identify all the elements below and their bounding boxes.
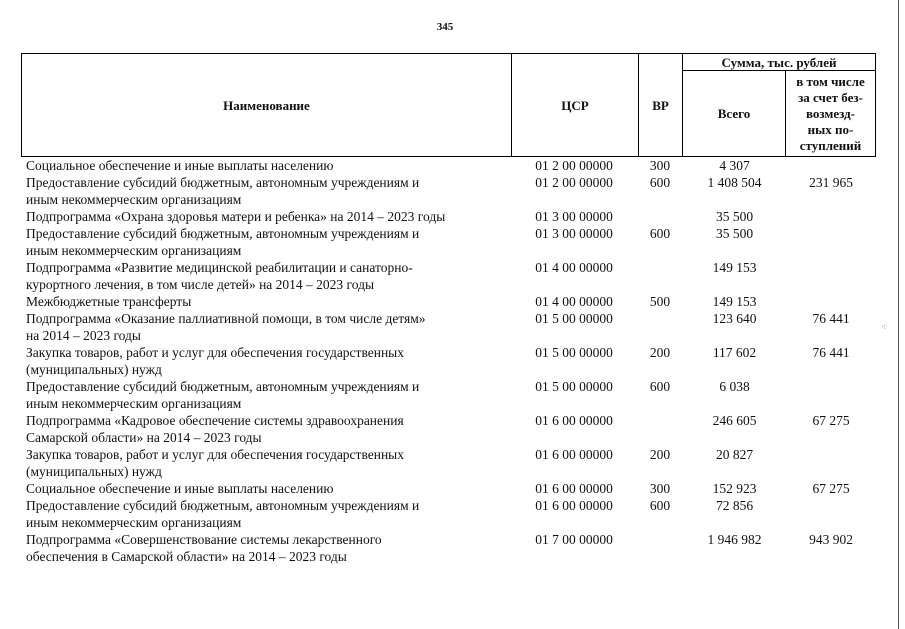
row-total: 72 856 <box>715 498 754 513</box>
row-name-line: иным некоммерческим организациям <box>26 515 242 530</box>
row-total: 1 408 504 <box>707 175 762 190</box>
row-total: 20 827 <box>715 447 754 462</box>
table-row <box>0 412 905 446</box>
table-row <box>0 480 905 497</box>
row-name-line: Предоставление субсидий бюджетным, автономным учреждениям и <box>26 226 420 241</box>
row-including: 943 902 <box>809 532 853 547</box>
table-row <box>0 344 905 378</box>
row-name <box>26 446 511 480</box>
table-row <box>0 208 905 225</box>
row-name-line: на 2014 – 2023 годы <box>26 328 141 343</box>
row-csr: 01 7 00 00000 <box>535 532 613 547</box>
row-csr: 01 3 00 00000 <box>535 209 613 224</box>
row-csr: 01 6 00 00000 <box>535 447 613 462</box>
row-including: 67 275 <box>812 413 850 428</box>
row-total: 123 640 <box>712 311 757 326</box>
header-total: Всего <box>717 106 751 121</box>
row-name <box>26 344 511 378</box>
row-csr: 01 6 00 00000 <box>535 481 613 496</box>
row-name-line: обеспечения в Самарской области» на 2014 – 2023 годы <box>26 549 347 564</box>
row-csr: 01 4 00 00000 <box>535 294 613 309</box>
table-row <box>0 378 905 412</box>
table-row <box>0 174 905 208</box>
row-name-line: Закупка товаров, работ и услуг для обеспечения государственных <box>26 345 405 360</box>
row-name <box>26 412 511 446</box>
row-name-line: (муниципальных) нужд <box>26 362 162 377</box>
row-name-line: Подпрограмма «Охрана здоровья матери и ребенка» на 2014 – 2023 годы <box>26 209 446 224</box>
row-including: 76 441 <box>812 345 850 360</box>
row-vr: 600 <box>649 498 671 513</box>
row-vr: 300 <box>649 158 671 173</box>
table-row <box>0 446 905 480</box>
page-number: 345 <box>436 21 454 33</box>
row-name-line: Подпрограмма «Кадровое обеспечение системы здравоохранения <box>26 413 404 428</box>
row-name <box>26 225 511 259</box>
row-total: 117 602 <box>712 345 757 360</box>
row-name <box>26 174 511 208</box>
header-including-line: в том числе <box>796 73 865 89</box>
header-amount-group: Сумма, тыс. рублей <box>721 54 837 70</box>
header-including-line: ных по- <box>807 121 854 137</box>
header-including-line: ступлений <box>799 137 862 153</box>
row-total: 152 923 <box>712 481 757 496</box>
header-including <box>786 71 875 156</box>
table-header <box>21 53 876 157</box>
table-row <box>0 531 905 565</box>
row-total: 1 946 982 <box>707 532 762 547</box>
row-including: 76 441 <box>812 311 850 326</box>
row-name <box>26 480 511 497</box>
row-name-line: Социальное обеспечение и иные выплаты населению <box>26 481 334 496</box>
row-name <box>26 208 511 225</box>
row-name-line: Предоставление субсидий бюджетным, автономным учреждениям и <box>26 175 420 190</box>
table-row <box>0 310 905 344</box>
header-vr: ВР <box>652 97 669 113</box>
row-name <box>26 378 511 412</box>
row-name-line: иным некоммерческим организациям <box>26 192 242 207</box>
row-total: 4 307 <box>719 158 750 173</box>
row-csr: 01 2 00 00000 <box>535 175 613 190</box>
row-name-line: иным некоммерческим организациям <box>26 243 242 258</box>
row-total: 246 605 <box>712 413 757 428</box>
header-including-line: возмезд- <box>806 105 855 121</box>
row-csr: 01 5 00 00000 <box>535 379 613 394</box>
row-vr: 200 <box>649 447 671 462</box>
header-csr: ЦСР <box>561 97 589 113</box>
row-name <box>26 497 511 531</box>
row-name-line: Подпрограмма «Развитие медицинской реабилитации и санаторно- <box>26 260 413 275</box>
row-vr: 600 <box>649 175 671 190</box>
row-csr: 01 5 00 00000 <box>535 311 613 326</box>
table-row <box>0 259 905 293</box>
row-total: 35 500 <box>715 226 754 241</box>
header-name: Наименование <box>223 97 310 113</box>
table-row <box>0 497 905 531</box>
scan-artifact-mark: ⁖ <box>881 322 887 332</box>
row-name-line: Подпрограмма «Совершенствование системы лекарственного <box>26 532 382 547</box>
row-name-line: Подпрограмма «Оказание паллиативной помощи, в том числе детям» <box>26 311 426 326</box>
table-row <box>0 225 905 259</box>
row-total: 35 500 <box>715 209 754 224</box>
row-name-line: Самарской области» на 2014 – 2023 годы <box>26 430 262 445</box>
row-name <box>26 259 511 293</box>
row-total: 149 153 <box>712 260 757 275</box>
table-body <box>0 157 905 565</box>
row-vr: 300 <box>649 481 671 496</box>
row-name <box>26 310 511 344</box>
row-name-line: иным некоммерческим организациям <box>26 396 242 411</box>
row-name <box>26 157 511 174</box>
row-csr: 01 4 00 00000 <box>535 260 613 275</box>
row-total: 6 038 <box>719 379 750 394</box>
row-including: 67 275 <box>812 481 850 496</box>
row-vr: 500 <box>649 294 671 309</box>
row-csr: 01 3 00 00000 <box>535 226 613 241</box>
row-name <box>26 293 511 310</box>
row-total: 149 153 <box>712 294 757 309</box>
row-name-line: Социальное обеспечение и иные выплаты населению <box>26 158 334 173</box>
row-vr: 200 <box>649 345 671 360</box>
row-name-line: Предоставление субсидий бюджетным, автономным учреждениям и <box>26 379 420 394</box>
row-csr: 01 2 00 00000 <box>535 158 613 173</box>
row-csr: 01 6 00 00000 <box>535 498 613 513</box>
row-name-line: курортного лечения, в том числе детей» на 2014 – 2023 годы <box>26 277 375 292</box>
row-csr: 01 6 00 00000 <box>535 413 613 428</box>
table-row <box>0 293 905 310</box>
row-vr: 600 <box>649 379 671 394</box>
row-name <box>26 531 511 565</box>
row-name-line: Предоставление субсидий бюджетным, автономным учреждениям и <box>26 498 420 513</box>
row-name-line: Закупка товаров, работ и услуг для обеспечения государственных <box>26 447 405 462</box>
row-name-line: (муниципальных) нужд <box>26 464 162 479</box>
row-vr: 600 <box>649 226 671 241</box>
row-name-line: Межбюджетные трансферты <box>26 294 192 309</box>
row-including: 231 965 <box>809 175 853 190</box>
row-csr: 01 5 00 00000 <box>535 345 613 360</box>
header-including-line: за счет без- <box>798 89 863 105</box>
table-row <box>0 157 905 174</box>
